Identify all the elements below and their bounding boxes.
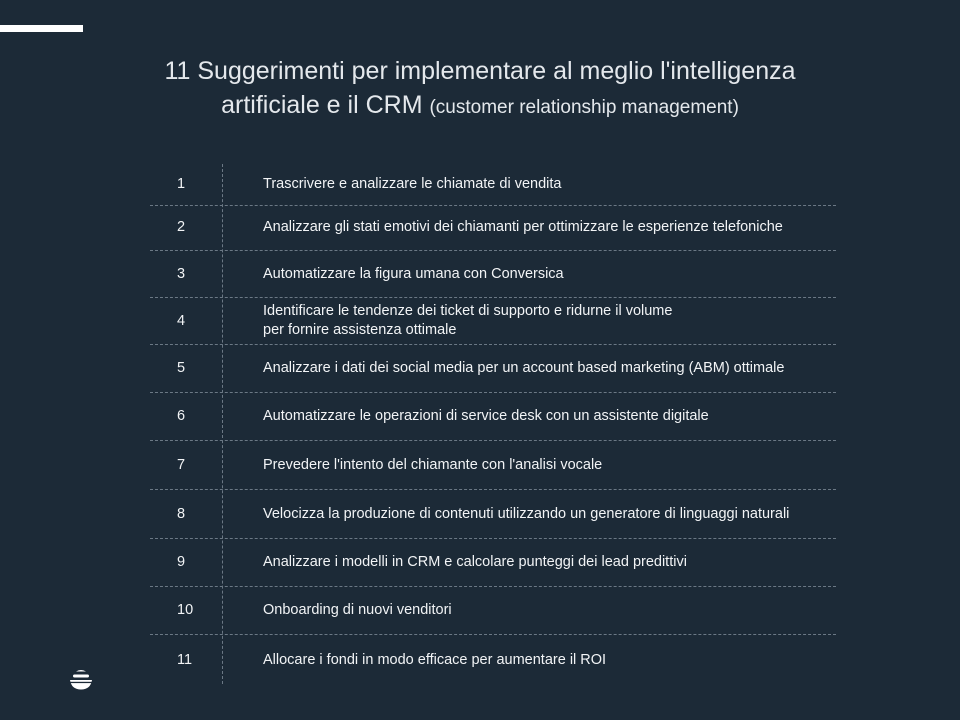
item-number: 4 xyxy=(177,312,186,329)
item-text: Onboarding di nuovi venditori xyxy=(263,602,452,618)
list-item xyxy=(150,205,836,251)
item-number: 2 xyxy=(177,219,186,235)
list-item xyxy=(150,490,836,539)
item-text: Automatizzare la figura umana con Conversica xyxy=(263,265,564,282)
tips-list xyxy=(150,160,836,684)
stacked-bowl-logo-icon xyxy=(69,668,93,692)
item-number: 5 xyxy=(177,360,186,376)
list-item xyxy=(150,345,836,393)
item-text: Velocizza la produzione di contenuti utilizzando un generatore di linguaggi naturali xyxy=(263,505,790,522)
title-line-2 xyxy=(0,88,960,125)
item-number: 7 xyxy=(177,456,186,473)
item-text: Automatizzare le operazioni di service desk con un assistente digitale xyxy=(263,408,709,424)
item-text: Identificare le tendenze dei ticket di supporto e ridurne il volume per fornire assistenza ottimale xyxy=(263,303,673,338)
item-text: Trascrivere e analizzare le chiamate di vendita xyxy=(263,176,562,192)
item-number: 9 xyxy=(177,554,186,570)
item-number: 3 xyxy=(177,265,186,282)
item-text: Analizzare i modelli in CRM e calcolare punteggi dei lead predittivi xyxy=(263,554,687,570)
list-item xyxy=(150,393,836,441)
item-number: 1 xyxy=(177,176,186,192)
title-subtitle: (customer relationship management) xyxy=(429,97,739,118)
list-item xyxy=(150,164,836,206)
list-item xyxy=(150,251,836,298)
item-text: Analizzare gli stati emotivi dei chiamanti per ottimizzare le esperienze telefoniche xyxy=(263,219,783,235)
item-number: 11 xyxy=(177,651,193,668)
list-item xyxy=(150,441,836,490)
title-main-2: artificiale e il CRM xyxy=(221,91,423,119)
list-item xyxy=(150,539,836,587)
title-line-1: 11 Suggerimenti per implementare al meglio l'intelligenza xyxy=(164,57,796,85)
item-number: 10 xyxy=(177,602,194,618)
item-text: Allocare i fondi in modo efficace per aumentare il ROI xyxy=(263,651,607,668)
item-number: 6 xyxy=(177,408,186,424)
item-text: Prevedere l'intento del chiamante con l'analisi vocale xyxy=(263,456,603,473)
item-number: 8 xyxy=(177,505,186,522)
page-title xyxy=(0,54,960,125)
item-text: Analizzare i dati dei social media per un account based marketing (ABM) ottimale xyxy=(263,360,785,376)
list-item xyxy=(150,298,836,345)
list-item xyxy=(150,587,836,635)
accent-bar xyxy=(0,25,83,32)
list-item xyxy=(150,635,836,685)
